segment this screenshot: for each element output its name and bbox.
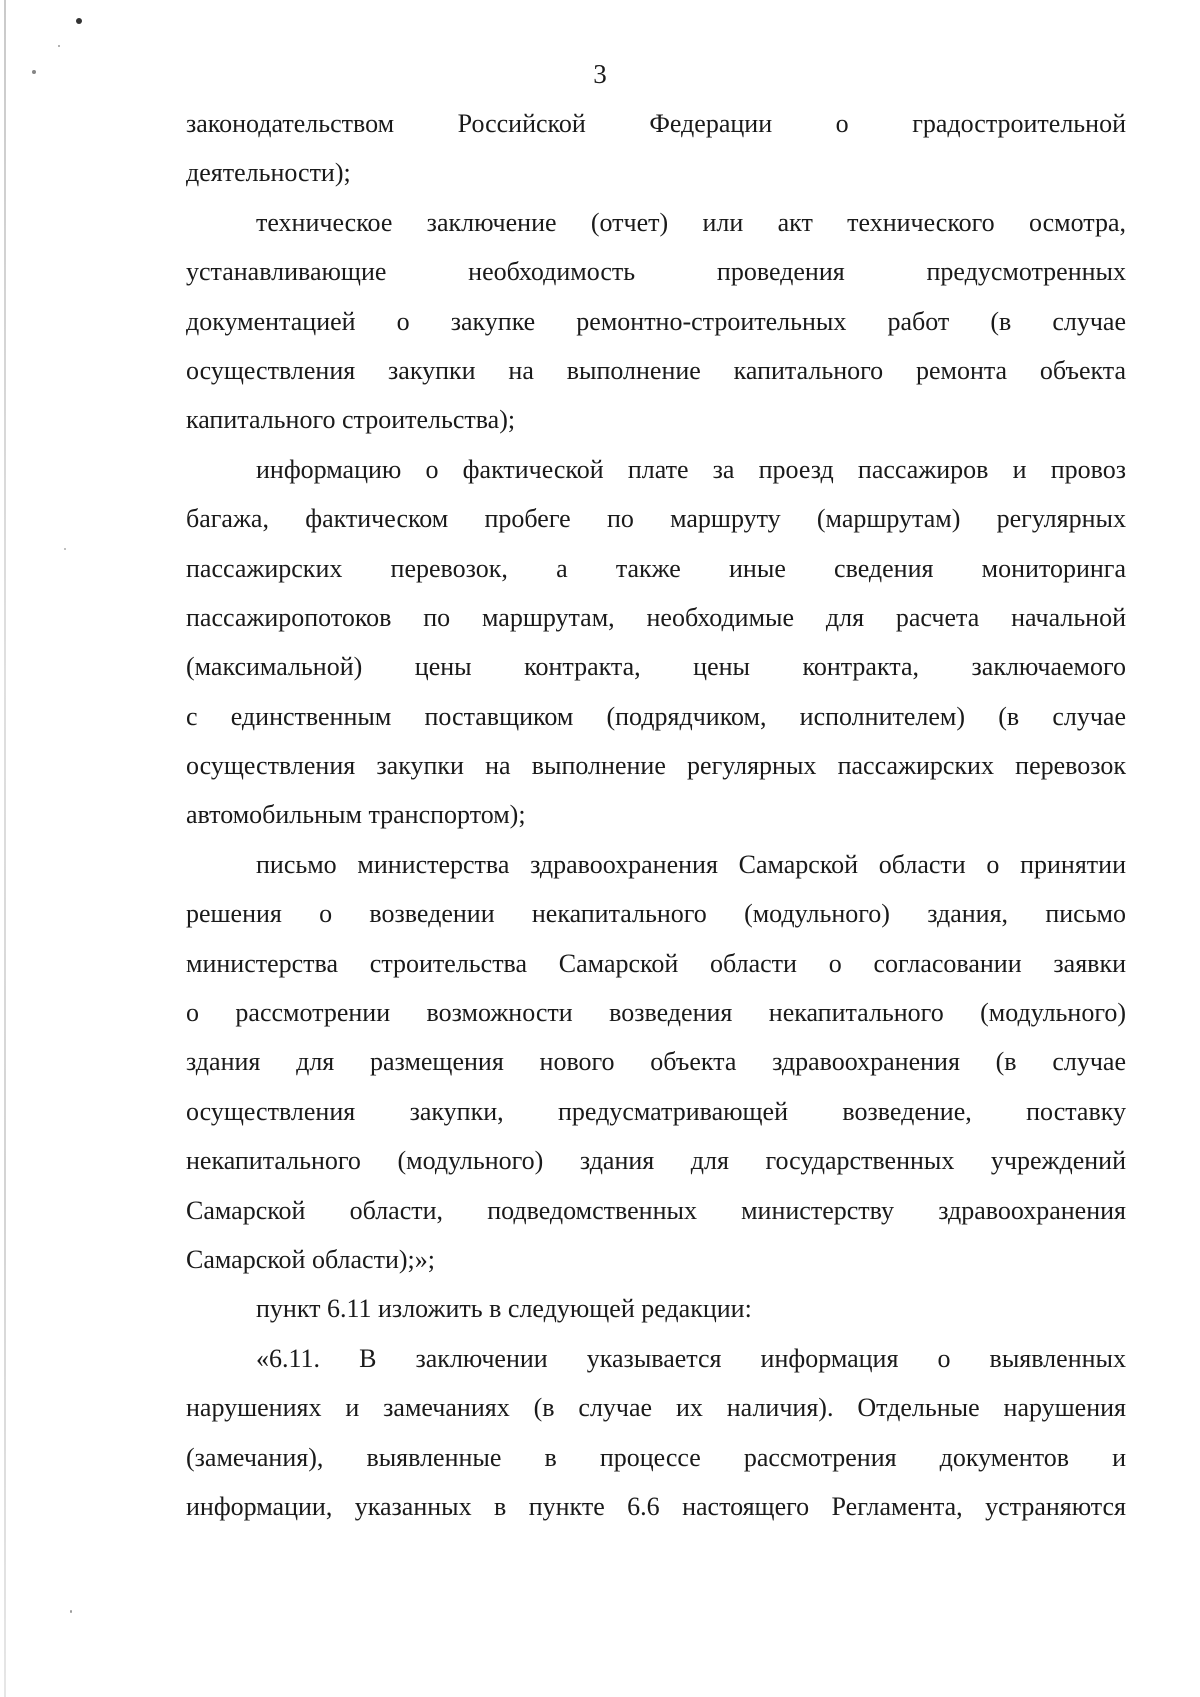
text-line: устанавливающие необходимость проведения предусмотренных [186,257,1126,287]
text-line: документацией о закупке ремонтно-строительных работ (в случае [186,306,1126,336]
text-line: капитального строительства); [186,405,516,435]
text-line: письмо министерства здравоохранения Самарской области о принятии [256,849,1126,879]
text-line: багажа, фактическом пробеге по маршруту (маршрутам) регулярных [186,504,1126,534]
text-line: министерства строительства Самарской области о согласовании заявки [186,948,1126,978]
text-line: информацию о фактической плате за проезд пассажиров и провоз [256,454,1126,484]
scan-speck [76,18,82,24]
text-line: с единственным поставщиком (подрядчиком, исполнителем) (в случае [186,701,1126,731]
scan-edge-artifact [4,0,6,1697]
text-line: техническое заключение (отчет) или акт технического осмотра, [256,207,1126,237]
text-line: пассажиропотоков по маршрутам, необходимые для расчета начальной [186,602,1126,632]
text-line: нарушениях и замечаниях (в случае их наличия). Отдельные нарушения [186,1393,1126,1423]
text-line: некапитального (модульного) здания для государственных учреждений [186,1146,1126,1176]
text-line: законодательством Российской Федерации о градостроительной [186,109,1126,138]
text-line: Самарской области);»; [186,1244,435,1274]
page-number: 3 [593,59,607,89]
scan-speck [58,45,60,47]
text-line: (максимальной) цены контракта, цены контракта, заключаемого [186,652,1126,682]
text-line: решения о возведении некапитального (модульного) здания, письмо [186,899,1126,929]
text-line: (замечания), выявленные в процессе рассмотрения документов и [186,1442,1126,1472]
scan-speck [64,548,66,550]
text-line: деятельности); [186,158,351,188]
text-line: пункт 6.11 изложить в следующей редакции: [256,1294,752,1324]
scan-speck [70,1610,72,1613]
text-line: осуществления закупки, предусматривающей возведение, поставку [186,1096,1126,1126]
text-line: информации, указанных в пункте 6.6 настоящего Регламента, устраняются [186,1491,1126,1521]
text-line: осуществления закупки на выполнение капитального ремонта объекта [186,355,1126,385]
text-line: «6.11. В заключении указывается информация о выявленных [256,1343,1126,1373]
text-line: здания для размещения нового объекта здравоохранения (в случае [186,1047,1126,1077]
text-line: о рассмотрении возможности возведения некапитального (модульного) [186,998,1126,1028]
text-line: пассажирских перевозок, а также иные сведения мониторинга [186,553,1126,583]
text-line: автомобильным транспортом); [186,800,526,830]
document-body [186,99,1126,1531]
text-line: осуществления закупки на выполнение регулярных пассажирских перевозок [186,751,1126,781]
text-line: Самарской области, подведомственных министерству здравоохранения [186,1195,1126,1225]
